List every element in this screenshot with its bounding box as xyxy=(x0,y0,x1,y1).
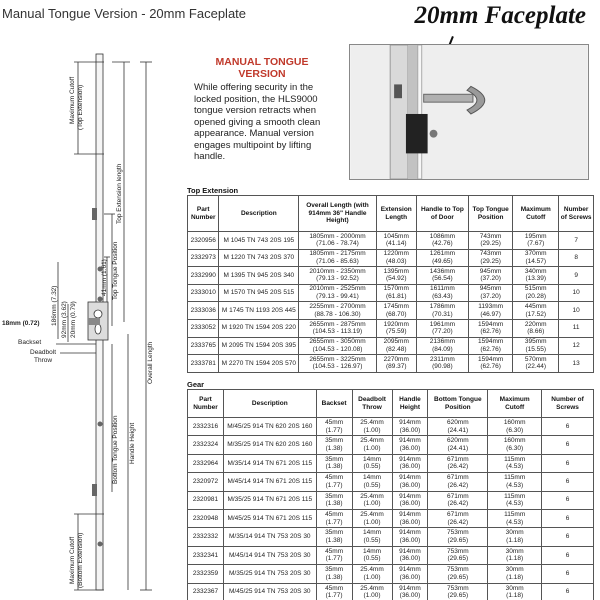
th-part-number: Part Number xyxy=(188,390,224,418)
cell: 2333036 xyxy=(188,302,219,320)
cell: 30mm (1.18) xyxy=(488,528,542,546)
cell: M/35/25 914 TN 753 20S 30 xyxy=(223,565,316,583)
cell: 115mm (4.53) xyxy=(488,509,542,527)
cell: 45mm (1.77) xyxy=(316,509,352,527)
page-title: Manual Tongue Version - 20mm Faceplate xyxy=(2,6,247,21)
cell: 2332973 xyxy=(188,249,219,267)
cell: 445mm (17.52) xyxy=(513,302,559,320)
cell: 570mm (22.44) xyxy=(513,355,559,373)
cell: 2332990 xyxy=(188,267,219,285)
cell: 220mm (8.66) xyxy=(513,319,559,337)
cell: 30mm (1.18) xyxy=(488,546,542,564)
cell: 115mm (4.53) xyxy=(488,473,542,491)
table-row xyxy=(188,418,594,436)
cell: M 1045 TN 743 20S 195 xyxy=(219,232,299,250)
cell: 30mm (1.18) xyxy=(488,583,542,600)
cell: 45mm (1.77) xyxy=(316,546,352,564)
cell: 6 xyxy=(542,454,594,472)
cell: 2010mm - 2350mm (79.13 - 92.52) xyxy=(299,267,377,285)
cell: M/35/25 914 TN 671 20S 115 xyxy=(223,491,316,509)
cell: 620mm (24.41) xyxy=(428,418,488,436)
table-header-row xyxy=(188,196,594,232)
cell: 1745mm (68.70) xyxy=(376,302,416,320)
faceplate-badge: 20mm Faceplate xyxy=(414,2,586,29)
cell: 914mm (36.00) xyxy=(392,418,428,436)
cell: 1594mm (62.76) xyxy=(469,355,513,373)
cell: 1786mm (70.31) xyxy=(416,302,468,320)
cell: 2320972 xyxy=(188,473,224,491)
cell: 1220mm (48.03) xyxy=(376,249,416,267)
cell: 945mm (37.20) xyxy=(469,284,513,302)
table-row xyxy=(188,232,594,250)
label-41mm: 41mm (1.61) xyxy=(101,259,108,296)
cell: 2333052 xyxy=(188,319,219,337)
table-row xyxy=(188,454,594,472)
label-handle-height: Handle Height xyxy=(129,422,136,464)
table-header-row xyxy=(188,390,594,418)
cell: M/45/25 914 TN 620 20S 160 xyxy=(223,418,316,436)
cell: 2333765 xyxy=(188,337,219,355)
gear-table xyxy=(187,389,594,600)
cell: 2332332 xyxy=(188,528,224,546)
th-description: Description xyxy=(223,390,316,418)
cell: 753mm (29.65) xyxy=(428,583,488,600)
label-20mm: 20mm (0.79) xyxy=(70,301,77,338)
cell: 115mm (4.53) xyxy=(488,491,542,509)
cell: 1920mm (75.59) xyxy=(376,319,416,337)
cell: 14mm (0.55) xyxy=(352,528,392,546)
cell: 10 xyxy=(559,302,594,320)
cell: 9 xyxy=(559,267,594,285)
cell: M 1570 TN 945 20S 515 xyxy=(219,284,299,302)
cell: 395mm (15.55) xyxy=(513,337,559,355)
cell: 2320956 xyxy=(188,232,219,250)
cell: 2655mm - 2875mm (104.53 - 113.19) xyxy=(299,319,377,337)
cell: 620mm (24.41) xyxy=(428,436,488,454)
intro-heading-line1: MANUAL TONGUE xyxy=(215,56,309,68)
cell: 914mm (36.00) xyxy=(392,546,428,564)
cell: 35mm (1.38) xyxy=(316,436,352,454)
cell: 160mm (6.30) xyxy=(488,418,542,436)
cell: 25.4mm (1.00) xyxy=(352,491,392,509)
cell: 2332359 xyxy=(188,565,224,583)
cell: 2255mm - 2700mm (88.78 - 106.30) xyxy=(299,302,377,320)
table-row xyxy=(188,565,594,583)
table-row xyxy=(188,528,594,546)
cell: M 1745 TN 1193 20S 445 xyxy=(219,302,299,320)
cell: 7 xyxy=(559,232,594,250)
cell: 2332964 xyxy=(188,454,224,472)
label-top-extension-length: Top Extension length xyxy=(116,163,123,224)
cell: M 2270 TN 1594 20S 570 xyxy=(219,355,299,373)
cell: 914mm (36.00) xyxy=(392,454,428,472)
cell: 2136mm (84.09) xyxy=(416,337,468,355)
table-row xyxy=(188,491,594,509)
th-max-cutoff: Maximum Cutoff xyxy=(488,390,542,418)
cell: 914mm (36.00) xyxy=(392,436,428,454)
cell: 45mm (1.77) xyxy=(316,473,352,491)
label-92mm: 92mm (3.62) xyxy=(61,301,68,338)
label-deadbolt-2: Throw xyxy=(34,357,53,364)
cell: 6 xyxy=(542,565,594,583)
label-max-cutoff-top-sub: (Top Extension) xyxy=(77,84,84,130)
cell: M 2095 TN 1594 20S 395 xyxy=(219,337,299,355)
th-screws: Number of Screws xyxy=(542,390,594,418)
table-row xyxy=(188,267,594,285)
cell: 1594mm (62.76) xyxy=(469,319,513,337)
cell: 6 xyxy=(542,491,594,509)
cell: 6 xyxy=(542,509,594,527)
cell: 2320981 xyxy=(188,491,224,509)
th-top-tongue: Top Tongue Position xyxy=(469,196,513,232)
cell: 25.4mm (1.00) xyxy=(352,583,392,600)
cell: M 1920 TN 1594 20S 220 xyxy=(219,319,299,337)
cell: 2311mm (90.98) xyxy=(416,355,468,373)
dimension-diagram xyxy=(0,44,180,600)
cell: 25.4mm (1.00) xyxy=(352,418,392,436)
cell: M 1220 TN 743 20S 370 xyxy=(219,249,299,267)
table-row xyxy=(188,583,594,600)
intro-block xyxy=(182,56,342,163)
th-handle-to-top: Handle to Top of Door xyxy=(416,196,468,232)
cell: 8 xyxy=(559,249,594,267)
table-row xyxy=(188,319,594,337)
cell: 753mm (29.65) xyxy=(428,528,488,546)
cell: 671mm (26.42) xyxy=(428,454,488,472)
cell: 6 xyxy=(542,583,594,600)
cell: 1570mm (61.81) xyxy=(376,284,416,302)
cell: 14mm (0.55) xyxy=(352,454,392,472)
cell: 370mm (14.57) xyxy=(513,249,559,267)
cell: 2320948 xyxy=(188,509,224,527)
cell: 25.4mm (1.00) xyxy=(352,436,392,454)
cell: 1045mm (41.14) xyxy=(376,232,416,250)
cell: 914mm (36.00) xyxy=(392,509,428,527)
cell: 14mm (0.55) xyxy=(352,473,392,491)
cell: 45mm (1.77) xyxy=(316,583,352,600)
cell: 35mm (1.38) xyxy=(316,454,352,472)
cell: 914mm (36.00) xyxy=(392,473,428,491)
cell: 671mm (26.42) xyxy=(428,473,488,491)
intro-heading-line2: VERSION xyxy=(238,68,286,80)
table-row xyxy=(188,284,594,302)
cell: 14mm (0.55) xyxy=(352,546,392,564)
cell: M/35/14 914 TN 671 20S 115 xyxy=(223,454,316,472)
th-overall-length: Overall Length (with 914mm 36" Handle Height) xyxy=(299,196,377,232)
cell: 1261mm (49.65) xyxy=(416,249,468,267)
cell: 160mm (6.30) xyxy=(488,436,542,454)
label-max-cutoff-bottom: Maximum Cutoff xyxy=(69,536,76,584)
intro-body: While offering security in the locked position, the HLS9000 tongue version retracts when opened giving a smooth clean appearance. Manual version engages multipoint by lifting handle. xyxy=(194,82,321,162)
th-bottom-tongue: Bottom Tongue Position xyxy=(428,390,488,418)
th-description: Description xyxy=(219,196,299,232)
cell: 1805mm - 2000mm (71.06 - 78.74) xyxy=(299,232,377,250)
cell: 2270mm (89.37) xyxy=(376,355,416,373)
label-bottom-tongue-position: Bottom Tongue Position xyxy=(112,415,119,484)
th-screws: Number of Screws xyxy=(559,196,594,232)
cell: 1611mm (63.43) xyxy=(416,284,468,302)
cell: 2655mm - 3225mm (104.53 - 126.97) xyxy=(299,355,377,373)
cell: 6 xyxy=(542,546,594,564)
cell: 195mm (7.67) xyxy=(513,232,559,250)
cell: 2010mm - 2525mm (79.13 - 99.41) xyxy=(299,284,377,302)
cell: M/35/25 914 TN 620 20S 160 xyxy=(223,436,316,454)
cell: 115mm (4.53) xyxy=(488,454,542,472)
label-max-cutoff-bottom-sub: (Bottom Extension) xyxy=(77,532,84,588)
cell: 2332324 xyxy=(188,436,224,454)
cell: 671mm (26.42) xyxy=(428,491,488,509)
cell: M/45/14 914 TN 753 20S 30 xyxy=(223,546,316,564)
label-backset: Backset xyxy=(18,339,42,346)
cell: 2332341 xyxy=(188,546,224,564)
top-extension-table xyxy=(187,195,594,373)
table-row xyxy=(188,436,594,454)
cell: 6 xyxy=(542,528,594,546)
cell: 2655mm - 3050mm (104.53 - 120.08) xyxy=(299,337,377,355)
cell: 2095mm (82.48) xyxy=(376,337,416,355)
table-row xyxy=(188,302,594,320)
cell: 1193mm (46.97) xyxy=(469,302,513,320)
cell: 753mm (29.65) xyxy=(428,565,488,583)
cell: 13 xyxy=(559,355,594,373)
cell: 340mm (13.39) xyxy=(513,267,559,285)
th-extension-length: Extension Length xyxy=(376,196,416,232)
table-row xyxy=(188,473,594,491)
th-part-number: Part Number xyxy=(188,196,219,232)
cell: 753mm (29.65) xyxy=(428,546,488,564)
cell: 45mm (1.77) xyxy=(316,418,352,436)
th-backset: Backset xyxy=(316,390,352,418)
cell: 515mm (20.28) xyxy=(513,284,559,302)
label-overall-length: Overall Length xyxy=(147,341,154,384)
cell: 11 xyxy=(559,319,594,337)
label-deadbolt-1: Deadbolt xyxy=(30,349,57,356)
cell: M/45/25 914 TN 753 20S 30 xyxy=(223,583,316,600)
cell: M/45/14 914 TN 671 20S 115 xyxy=(223,473,316,491)
bottom-tongue-shape xyxy=(92,484,97,496)
top-extension-label: Top Extension xyxy=(187,186,239,195)
cell: 1436mm (56.54) xyxy=(416,267,468,285)
cell: 914mm (36.00) xyxy=(392,528,428,546)
table-row xyxy=(188,546,594,564)
cell: 1086mm (42.76) xyxy=(416,232,468,250)
cell: 25.4mm (1.00) xyxy=(352,509,392,527)
label-max-cutoff-top: Maximum Cutoff xyxy=(69,76,76,124)
cell: 10 xyxy=(559,284,594,302)
th-max-cutoff: Maximum Cutoff xyxy=(513,196,559,232)
cell: 2332316 xyxy=(188,418,224,436)
label-top-tongue-position: Top Tongue Position xyxy=(112,241,119,300)
table-row xyxy=(188,355,594,373)
table-row xyxy=(188,509,594,527)
cell: 6 xyxy=(542,436,594,454)
label-186mm: 186mm (7.32) xyxy=(51,285,58,326)
cell: 2332367 xyxy=(188,583,224,600)
cell: 743mm (29.25) xyxy=(469,232,513,250)
cell: 35mm (1.38) xyxy=(316,565,352,583)
cell: 6 xyxy=(542,418,594,436)
cell: 35mm (1.38) xyxy=(316,528,352,546)
cell: M/35/14 914 TN 753 20S 30 xyxy=(223,528,316,546)
cell: 671mm (26.42) xyxy=(428,509,488,527)
cell: 2333010 xyxy=(188,284,219,302)
table-row xyxy=(188,249,594,267)
cell: 743mm (29.25) xyxy=(469,249,513,267)
th-deadbolt-throw: Deadbolt Throw xyxy=(352,390,392,418)
cell: M 1395 TN 945 20S 340 xyxy=(219,267,299,285)
cell: 6 xyxy=(542,473,594,491)
cell: 914mm (36.00) xyxy=(392,565,428,583)
cell: 945mm (37.20) xyxy=(469,267,513,285)
cell: 1594mm (62.76) xyxy=(469,337,513,355)
cell: 914mm (36.00) xyxy=(392,583,428,600)
cell: 1961mm (77.20) xyxy=(416,319,468,337)
cell: 2333781 xyxy=(188,355,219,373)
cell: M/45/25 914 TN 671 20S 115 xyxy=(223,509,316,527)
product-photo xyxy=(349,44,589,180)
cell: 914mm (36.00) xyxy=(392,491,428,509)
label-faceplate-width: 18mm (0.72) xyxy=(2,320,40,327)
th-handle-height: Handle Height xyxy=(392,390,428,418)
gear-label: Gear xyxy=(187,380,205,389)
cell: 25.4mm (1.00) xyxy=(352,565,392,583)
cell: 35mm (1.38) xyxy=(316,491,352,509)
cell: 1395mm (54.92) xyxy=(376,267,416,285)
top-tongue-shape xyxy=(92,208,97,220)
cell: 12 xyxy=(559,337,594,355)
table-row xyxy=(188,337,594,355)
cell: 30mm (1.18) xyxy=(488,565,542,583)
cell: 1805mm - 2175mm (71.06 - 85.63) xyxy=(299,249,377,267)
